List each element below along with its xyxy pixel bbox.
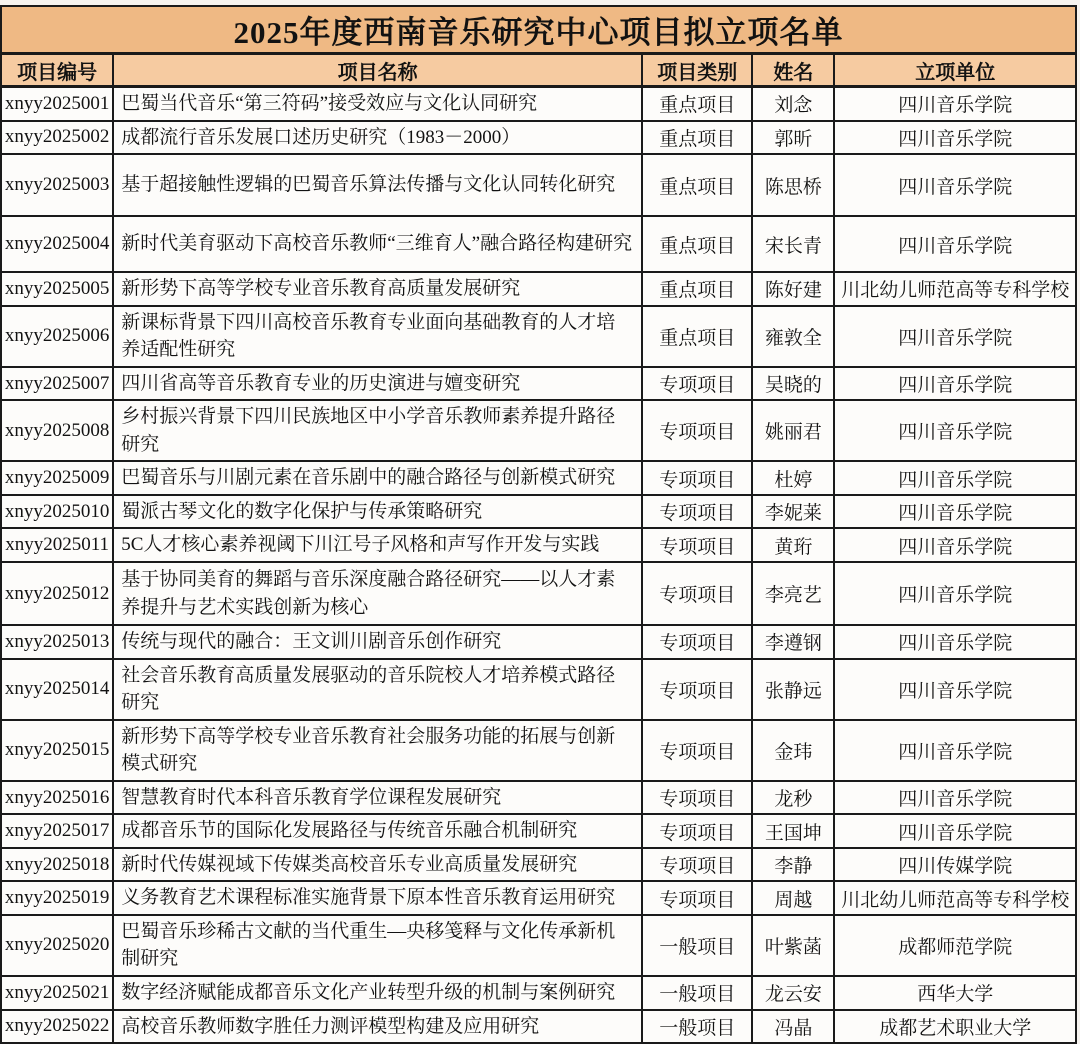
cell-person: 龙云安 bbox=[752, 976, 834, 1010]
cell-name: 蜀派古琴文化的数字化保护与传承策略研究 bbox=[113, 495, 642, 529]
cell-name: 5C人才核心素养视阈下川江号子风格和声写作开发与实践 bbox=[113, 528, 642, 562]
cell-person: 雍敦全 bbox=[752, 306, 834, 367]
cell-unit: 四川音乐学院 bbox=[834, 400, 1076, 461]
cell-name: 新形势下高等学校专业音乐教育高质量发展研究 bbox=[113, 272, 642, 306]
cell-person: 黄珩 bbox=[752, 528, 834, 562]
cell-name: 义务教育艺术课程标准实施背景下原本性音乐教育运用研究 bbox=[113, 881, 642, 915]
table-row bbox=[1, 306, 1076, 367]
cell-name: 成都音乐节的国际化发展路径与传统音乐融合机制研究 bbox=[113, 814, 642, 848]
cell-unit: 四川音乐学院 bbox=[834, 154, 1076, 216]
table-row bbox=[1, 1010, 1076, 1044]
cell-person: 李遵钢 bbox=[752, 625, 834, 659]
cell-category: 专项项目 bbox=[642, 400, 752, 461]
page-title: 2025年度西南音乐研究中心项目拟立项名单 bbox=[1, 6, 1076, 54]
cell-code: xnyy2025014 bbox=[1, 659, 113, 720]
cell-category: 专项项目 bbox=[642, 528, 752, 562]
cell-code: xnyy2025008 bbox=[1, 400, 113, 461]
cell-person: 金玮 bbox=[752, 720, 834, 781]
cell-category: 重点项目 bbox=[642, 306, 752, 367]
col-header-person: 姓名 bbox=[752, 54, 834, 87]
cell-category: 专项项目 bbox=[642, 881, 752, 915]
cell-person: 杜婷 bbox=[752, 461, 834, 495]
cell-code: xnyy2025013 bbox=[1, 625, 113, 659]
cell-code: xnyy2025001 bbox=[1, 87, 113, 121]
table-row bbox=[1, 400, 1076, 461]
cell-code: xnyy2025017 bbox=[1, 814, 113, 848]
cell-unit: 四川音乐学院 bbox=[834, 495, 1076, 529]
table-row bbox=[1, 625, 1076, 659]
cell-person: 王国坤 bbox=[752, 814, 834, 848]
table-row bbox=[1, 720, 1076, 781]
table-row bbox=[1, 528, 1076, 562]
table-row bbox=[1, 154, 1076, 216]
cell-name: 数字经济赋能成都音乐文化产业转型升级的机制与案例研究 bbox=[113, 976, 642, 1010]
col-header-name: 项目名称 bbox=[113, 54, 642, 87]
cell-person: 姚丽君 bbox=[752, 400, 834, 461]
cell-code: xnyy2025009 bbox=[1, 461, 113, 495]
cell-name: 乡村振兴背景下四川民族地区中小学音乐教师素养提升路径研究 bbox=[113, 400, 642, 461]
cell-code: xnyy2025020 bbox=[1, 915, 113, 976]
table-row bbox=[1, 216, 1076, 272]
cell-code: xnyy2025022 bbox=[1, 1010, 113, 1044]
cell-unit: 四川音乐学院 bbox=[834, 216, 1076, 272]
cell-category: 专项项目 bbox=[642, 495, 752, 529]
cell-unit: 西华大学 bbox=[834, 976, 1076, 1010]
cell-name: 巴蜀音乐与川剧元素在音乐剧中的融合路径与创新模式研究 bbox=[113, 461, 642, 495]
cell-person: 李妮莱 bbox=[752, 495, 834, 529]
cell-code: xnyy2025015 bbox=[1, 720, 113, 781]
cell-name: 社会音乐教育高质量发展驱动的音乐院校人才培养模式路径研究 bbox=[113, 659, 642, 720]
cell-unit: 四川音乐学院 bbox=[834, 306, 1076, 367]
cell-category: 专项项目 bbox=[642, 367, 752, 401]
cell-category: 一般项目 bbox=[642, 976, 752, 1010]
cell-name: 成都流行音乐发展口述历史研究（1983－2000） bbox=[113, 121, 642, 155]
cell-code: xnyy2025010 bbox=[1, 495, 113, 529]
cell-unit: 四川音乐学院 bbox=[834, 720, 1076, 781]
cell-code: xnyy2025005 bbox=[1, 272, 113, 306]
cell-unit: 川北幼儿师范高等专科学校 bbox=[834, 272, 1076, 306]
cell-person: 龙秒 bbox=[752, 781, 834, 815]
table-row bbox=[1, 121, 1076, 155]
table-row bbox=[1, 367, 1076, 401]
cell-category: 重点项目 bbox=[642, 121, 752, 155]
cell-category: 一般项目 bbox=[642, 915, 752, 976]
cell-code: xnyy2025004 bbox=[1, 216, 113, 272]
cell-unit: 四川音乐学院 bbox=[834, 87, 1076, 121]
cell-unit: 川北幼儿师范高等专科学校 bbox=[834, 881, 1076, 915]
cell-unit: 四川音乐学院 bbox=[834, 625, 1076, 659]
cell-code: xnyy2025006 bbox=[1, 306, 113, 367]
table-row bbox=[1, 915, 1076, 976]
cell-unit: 四川音乐学院 bbox=[834, 659, 1076, 720]
cell-person: 刘念 bbox=[752, 87, 834, 121]
cell-person: 陈思桥 bbox=[752, 154, 834, 216]
cell-unit: 四川音乐学院 bbox=[834, 367, 1076, 401]
cell-unit: 四川音乐学院 bbox=[834, 461, 1076, 495]
header-row bbox=[1, 54, 1076, 87]
table-row bbox=[1, 814, 1076, 848]
cell-name: 新课标背景下四川高校音乐教育专业面向基础教育的人才培养适配性研究 bbox=[113, 306, 642, 367]
cell-category: 专项项目 bbox=[642, 814, 752, 848]
cell-person: 叶紫菡 bbox=[752, 915, 834, 976]
cell-unit: 成都艺术职业大学 bbox=[834, 1010, 1076, 1044]
table-row bbox=[1, 272, 1076, 306]
cell-code: xnyy2025011 bbox=[1, 528, 113, 562]
cell-person: 陈好建 bbox=[752, 272, 834, 306]
table-row bbox=[1, 562, 1076, 625]
cell-category: 重点项目 bbox=[642, 272, 752, 306]
table-row bbox=[1, 461, 1076, 495]
cell-name: 基于协同美育的舞蹈与音乐深度融合路径研究——以人才素养提升与艺术实践创新为核心 bbox=[113, 562, 642, 625]
cell-person: 周越 bbox=[752, 881, 834, 915]
cell-category: 重点项目 bbox=[642, 154, 752, 216]
cell-category: 重点项目 bbox=[642, 216, 752, 272]
cell-person: 宋长青 bbox=[752, 216, 834, 272]
cell-person: 张静远 bbox=[752, 659, 834, 720]
cell-unit: 四川音乐学院 bbox=[834, 814, 1076, 848]
cell-name: 基于超接触性逻辑的巴蜀音乐算法传播与文化认同转化研究 bbox=[113, 154, 642, 216]
cell-name: 高校音乐教师数字胜任力测评模型构建及应用研究 bbox=[113, 1010, 642, 1044]
cell-code: xnyy2025019 bbox=[1, 881, 113, 915]
cell-name: 新时代美育驱动下高校音乐教师“三维育人”融合路径构建研究 bbox=[113, 216, 642, 272]
cell-unit: 四川传媒学院 bbox=[834, 848, 1076, 882]
cell-name: 巴蜀音乐珍稀古文献的当代重生—央移笺释与文化传承新机制研究 bbox=[113, 915, 642, 976]
cell-person: 李亮艺 bbox=[752, 562, 834, 625]
cell-unit: 四川音乐学院 bbox=[834, 562, 1076, 625]
cell-person: 李静 bbox=[752, 848, 834, 882]
cell-name: 新形势下高等学校专业音乐教育社会服务功能的拓展与创新模式研究 bbox=[113, 720, 642, 781]
cell-name: 巴蜀当代音乐“第三符码”接受效应与文化认同研究 bbox=[113, 87, 642, 121]
col-header-unit: 立项单位 bbox=[834, 54, 1076, 87]
cell-category: 专项项目 bbox=[642, 720, 752, 781]
table-row bbox=[1, 976, 1076, 1010]
cell-category: 专项项目 bbox=[642, 659, 752, 720]
col-header-code: 项目编号 bbox=[1, 54, 113, 87]
col-header-category: 项目类别 bbox=[642, 54, 752, 87]
cell-name: 新时代传媒视域下传媒类高校音乐专业高质量发展研究 bbox=[113, 848, 642, 882]
cell-name: 智慧教育时代本科音乐教育学位课程发展研究 bbox=[113, 781, 642, 815]
cell-unit: 四川音乐学院 bbox=[834, 781, 1076, 815]
cell-code: xnyy2025016 bbox=[1, 781, 113, 815]
table-row bbox=[1, 848, 1076, 882]
table-row bbox=[1, 781, 1076, 815]
table-row bbox=[1, 659, 1076, 720]
cell-person: 吴晓的 bbox=[752, 367, 834, 401]
cell-code: xnyy2025021 bbox=[1, 976, 113, 1010]
cell-person: 冯晶 bbox=[752, 1010, 834, 1044]
cell-category: 专项项目 bbox=[642, 781, 752, 815]
cell-code: xnyy2025002 bbox=[1, 121, 113, 155]
cell-code: xnyy2025007 bbox=[1, 367, 113, 401]
cell-code: xnyy2025018 bbox=[1, 848, 113, 882]
cell-category: 专项项目 bbox=[642, 848, 752, 882]
cell-person: 郭昕 bbox=[752, 121, 834, 155]
cell-unit: 成都师范学院 bbox=[834, 915, 1076, 976]
cell-unit: 四川音乐学院 bbox=[834, 528, 1076, 562]
cell-name: 传统与现代的融合：王文训川剧音乐创作研究 bbox=[113, 625, 642, 659]
cell-category: 一般项目 bbox=[642, 1010, 752, 1044]
project-approval-table bbox=[0, 5, 1077, 1044]
cell-category: 专项项目 bbox=[642, 461, 752, 495]
cell-category: 重点项目 bbox=[642, 87, 752, 121]
title-row bbox=[1, 6, 1076, 54]
cell-code: xnyy2025003 bbox=[1, 154, 113, 216]
table-row bbox=[1, 87, 1076, 121]
cell-code: xnyy2025012 bbox=[1, 562, 113, 625]
cell-category: 专项项目 bbox=[642, 562, 752, 625]
table-row bbox=[1, 881, 1076, 915]
cell-unit: 四川音乐学院 bbox=[834, 121, 1076, 155]
cell-name: 四川省高等音乐教育专业的历史演进与嬗变研究 bbox=[113, 367, 642, 401]
table-row bbox=[1, 495, 1076, 529]
cell-category: 专项项目 bbox=[642, 625, 752, 659]
